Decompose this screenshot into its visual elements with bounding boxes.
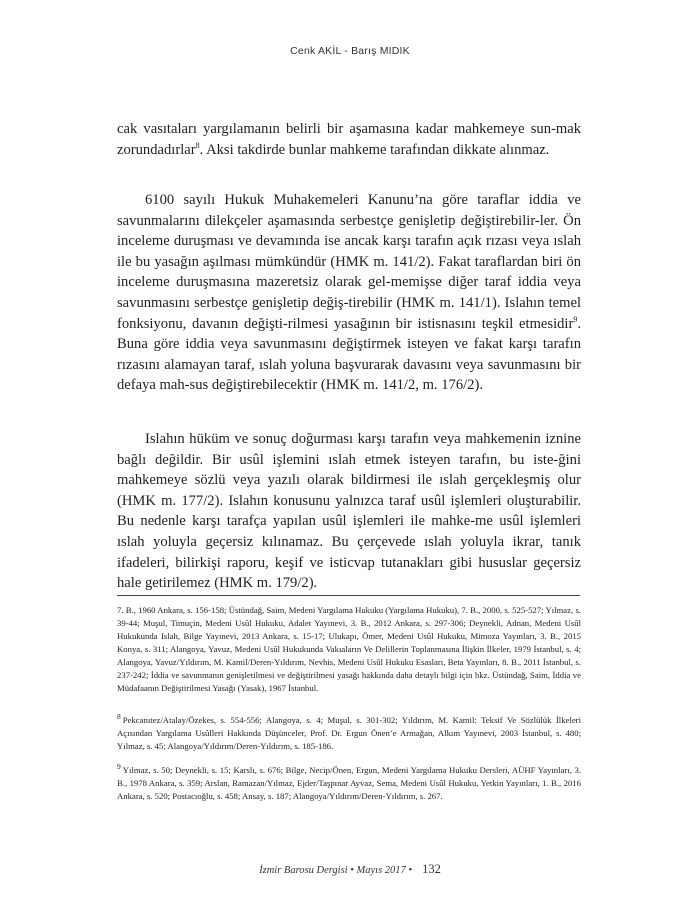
footnote-separator bbox=[117, 595, 580, 596]
footnote-9-text: Yılmaz, s. 50; Deynekli, s. 15; Karslı, s. 676; Bilge, Necip/Önen, Ergun, Medeni Yargılama Hukuku Dersleri, AÜHF Yayınları, 3. B., 1978 Ankara, s. 359; Arslan, Ramazan/Yılmaz, Ejder/Taşpınar Ayvaz, Sema, Medeni Usûl Hukuku, Yetkin Yayınları, 1. B., 2016 Ankara, s. 520; Postacıoğlu, s. 458; Ansay, s. 187; Alangoya/Yıldırım/Deren-Yıldırım, s. 267. bbox=[117, 765, 581, 801]
paragraph-2-text-b: . Buna göre iddia veya savunmasını değiştirmek isteyen ve fakat karşı tarafın rızasını alamayan taraf, ıslah yoluna başvurarak davasını veya savunmasını bir defaya mah-sus değiştirebilecektir (HMK m. 141/2, m. 176/2). bbox=[117, 315, 581, 394]
footnote-7-text: 7. B., 1960 Ankara, s. 156-158; Üstündağ, Saim, Medeni Yargılama Hukuku (Yargılama Hukuku), 7. B., 2000, s. 525-527; Yılmaz, s. 39-44; Muşul, Timuçin, Medeni Usûl Hukuku, Adalet Yayınevi, 3. B., 2012 Ankara, s. 297-306; Deynekli, Adnan, Medeni Usûl Hukukunda Islah, Bilge Yayınevi, 2013 Ankara, s. 15-17; Ulukapı, Ömer, Medeni Usûl Hukuku, Mimoza Yayınları, 3. B., 2015 Konya, s. 311; Alangoya, Yavuz, Medeni Usûl Hukukunda Vakıaların Ve Delillerin Toplanmasına İlişkin İlkeler, 1979 İstanbul, s. 4; Alangoya, Yavuz/Yıldırım, M. Kamil/Deren-Yıldırım, Nevhis, Medeni Usûl Hukuku Esasları, Beta Yayınları, 8. B., 2011 İstanbul, s. 237-242; İddia ve savunmanın genişletilmesi ve değiştirilmesi yasağı hakkında daha detaylı bilgi için bkz. Üstündağ, Saim, İddia ve Müdafaanın Değiştirilmesi Yasağı (Yasak), 1967 İstanbul. bbox=[117, 605, 581, 693]
running-head: Cenk AKİL - Barış MIDIK bbox=[290, 45, 410, 57]
paragraph-3-text: Islahın hüküm ve sonuç doğurması karşı tarafın veya mahkemenin iznine bağlı değildir. Bir usûl işlemini ıslah etmek isteyen tarafın, bu iste-ğini mahkemeye sözlü veya yazılı olarak bildirmesi ile ıslah gerçekleşmiş olur (HMK m. 177/2). Islahın konusunu yalnızca taraf usûl işlemleri oluşturabilir. Bu nedenle karşı tarafça yapılan usûl işlemleri ile mahke-me usûl işlemleri ıslah yoluyla geçersiz kılınamaz. Bu çerçevede ıslah yoluyla ikrar, tanık ifadeleri, bilirkişi raporu, keşif ve isticvap tutanakları gibi hususlar geçersiz hale getirilemez (HMK m. 179/2). bbox=[117, 431, 581, 592]
journal-name: İzmir Barosu Dergisi • Mayıs 2017 • bbox=[259, 865, 413, 876]
footnote-8-number: 8 bbox=[117, 712, 121, 722]
paragraph-1-text-b: . Aksi takdirde bunlar mahkeme tarafından dikkate alınmaz. bbox=[199, 141, 550, 158]
page-footer bbox=[0, 862, 700, 877]
paragraph-2 bbox=[117, 190, 581, 396]
paragraph-3 bbox=[117, 429, 581, 594]
footnote-7 bbox=[117, 604, 581, 695]
footnote-ref-8[interactable]: 8 bbox=[195, 140, 200, 150]
footnote-9-number: 9 bbox=[117, 762, 121, 772]
footnote-9 bbox=[117, 764, 581, 803]
footnote-8 bbox=[117, 714, 581, 753]
paragraph-1 bbox=[117, 119, 581, 160]
footnote-8-text: Pekcanıtez/Atalay/Özekes, s. 554-556; Alangoya, s. 4; Muşul, s. 301-302; Yıldırım, M. Kamil: Teksif Ve Sözlülük İlkeleri Açısından Yargılama Usûlleri Hakkında Düşünceler, Prof. Dr. Ergun Önen’e Armağan, Alkım Yayınevi, 2003 İstanbul, s. 480; Yılmaz, s. 45; Alangoya/Yıldırım/Deren-Yıldırım, s. 185-186. bbox=[117, 715, 581, 751]
page-number: 132 bbox=[422, 862, 441, 876]
paragraph-2-text-a: 6100 sayılı Hukuk Muhakemeleri Kanunu’na göre taraflar iddia ve savunmalarını dilekçeler aşamasında serbestçe genişletip değiştirebilir-ler. Ön inceleme duruşması ve devamında ise ancak karşı tarafın açık rızası veya ıslah ile bu yasağın aşılması mümkündür (HMK m. 141/2). Fakat taraflardan biri ön inceleme duruşmasına mazeretsiz olarak gel-memişse diğer taraf iddia veya savunmasını serbestçe genişletip değiş-tirebilir (HMK m. 141/1). Islahın temel fonksiyonu, davanın değişti-rilmesi yasağının bir istisnasını teşkil etmesidir bbox=[117, 192, 581, 332]
paragraph-1-text-a: cak vasıtaları yargılamanın belirli bir aşamasına kadar mahkemeye sun-mak zorundadırlar bbox=[117, 121, 581, 158]
footnote-ref-9[interactable]: 9 bbox=[573, 314, 578, 324]
